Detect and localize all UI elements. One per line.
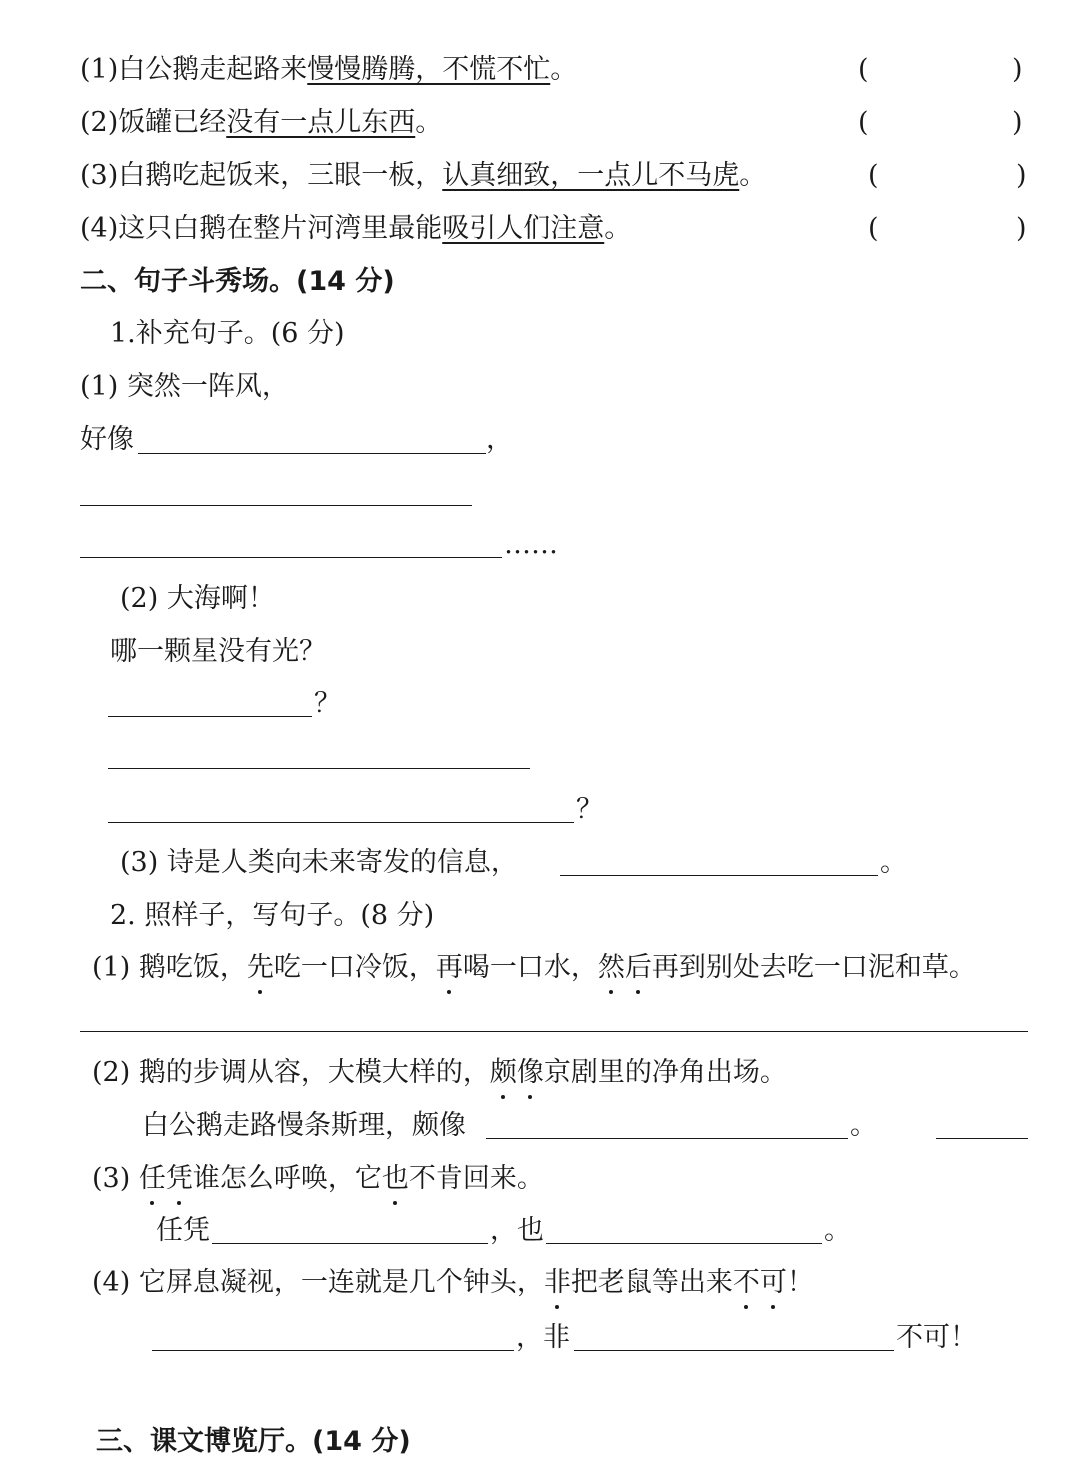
- emphasis-dot-char: 不: [733, 1265, 760, 1301]
- subsection-2-title: 2. 照样子，写句子。(8 分): [110, 900, 435, 931]
- emphasis-dot-char: 然: [598, 950, 625, 986]
- emphasis-dot-char: 任: [139, 1161, 166, 1197]
- emphasis-dot-char: 颇: [490, 1055, 517, 1091]
- answer-blank[interactable]: [560, 875, 878, 876]
- emphasis-dot-char: 像: [517, 1055, 544, 1091]
- answer-blank[interactable]: [108, 716, 312, 717]
- answer-paren-1-close: ): [1012, 54, 1023, 85]
- p1-question-4: (4)这只白鹅在整片河湾里最能吸引人们注意。: [80, 213, 632, 244]
- emphasis-dot-char: 也: [382, 1161, 409, 1197]
- comma: ，: [486, 424, 513, 455]
- p1-question-1: (1)白公鹅走起路来慢慢腾腾，不慌不忙。: [80, 54, 578, 85]
- answer-blank[interactable]: [80, 1031, 1028, 1032]
- answer-blank[interactable]: [152, 1350, 514, 1351]
- answer-paren-2-close: ): [1012, 107, 1023, 138]
- question-mark: ？: [314, 688, 341, 719]
- answer-paren-4[interactable]: (: [868, 213, 879, 244]
- answer-blank[interactable]: [138, 453, 486, 454]
- emphasis-dot-char: 先: [247, 950, 274, 986]
- s2-question-1: (1) 鹅吃饭，先吃一口冷饭，再喝一口水，然后再到别处去吃一口泥和草。: [92, 950, 976, 986]
- answer-paren-3[interactable]: (: [868, 160, 879, 191]
- buke-label: 不可！: [896, 1322, 977, 1353]
- answer-blank[interactable]: [546, 1243, 822, 1244]
- section-3-heading: 三、课文博览厅。(14 分): [96, 1426, 411, 1457]
- s1-question-1: (1) 突然一阵风，: [80, 371, 289, 402]
- fei-label: ，非: [516, 1322, 570, 1353]
- underlined-phrase: 慢慢腾腾，不慌不忙: [307, 54, 551, 85]
- emphasis-dot-char: 可: [760, 1265, 787, 1301]
- answer-blank[interactable]: [80, 505, 472, 506]
- underlined-phrase: 没有一点儿东西: [226, 107, 416, 138]
- subsection-1-title: 1.补充句子。(6 分): [110, 318, 345, 349]
- answer-blank[interactable]: [212, 1243, 488, 1244]
- ellipsis: ……: [504, 529, 558, 560]
- answer-paren-1[interactable]: (: [858, 54, 869, 85]
- question-mark: ？: [576, 794, 603, 825]
- underlined-phrase: 认真细致，一点儿不马虎: [442, 160, 740, 191]
- period: 。: [850, 1110, 877, 1141]
- answer-blank[interactable]: [108, 822, 574, 823]
- ye-label: ，也: [490, 1215, 544, 1246]
- answer-blank[interactable]: [108, 768, 530, 769]
- underlined-phrase: 吸引人们注意: [442, 213, 605, 244]
- emphasis-dot-char: 再: [436, 950, 463, 986]
- p1-question-2: (2)饭罐已经没有一点儿东西。: [80, 107, 443, 138]
- answer-blank[interactable]: [80, 557, 502, 558]
- answer-paren-3-close: ): [1016, 160, 1027, 191]
- s1-question-2-line: 哪一颗星没有光？: [110, 636, 326, 667]
- s1-question-3: (3) 诗是人类向未来寄发的信息，: [120, 847, 518, 878]
- p1-question-3: (3)白鹅吃起饭来，三眼一板，认真细致，一点儿不马虎。: [80, 160, 767, 191]
- s2-question-2: (2) 鹅的步调从容，大模大样的，颇像京剧里的净角出场。: [92, 1055, 787, 1091]
- s2-question-2-line: 白公鹅走路慢条斯理，颇像: [142, 1110, 466, 1141]
- s2-question-4: (4) 它屏息凝视，一连就是几个钟头，非把老鼠等出来不可！: [92, 1265, 814, 1301]
- section-2-heading: 二、句子斗秀场。(14 分): [80, 266, 395, 297]
- emphasis-dot-char: 凭: [166, 1161, 193, 1197]
- answer-blank[interactable]: [936, 1138, 1028, 1139]
- emphasis-dot-char: 非: [544, 1265, 571, 1301]
- answer-paren-4-close: ): [1016, 213, 1027, 244]
- period: 。: [824, 1215, 851, 1246]
- haoxiang-label: 好像: [80, 424, 134, 455]
- answer-blank[interactable]: [486, 1138, 848, 1139]
- answer-blank[interactable]: [574, 1350, 894, 1351]
- period: 。: [880, 847, 907, 878]
- s2-question-3: (3) 任凭谁怎么呼唤，它也不肯回来。: [92, 1161, 544, 1197]
- emphasis-dot-char: 后: [625, 950, 652, 986]
- s1-question-2: (2) 大海啊！: [120, 583, 275, 614]
- answer-paren-2[interactable]: (: [858, 107, 869, 138]
- renping-label: 任凭: [156, 1215, 210, 1246]
